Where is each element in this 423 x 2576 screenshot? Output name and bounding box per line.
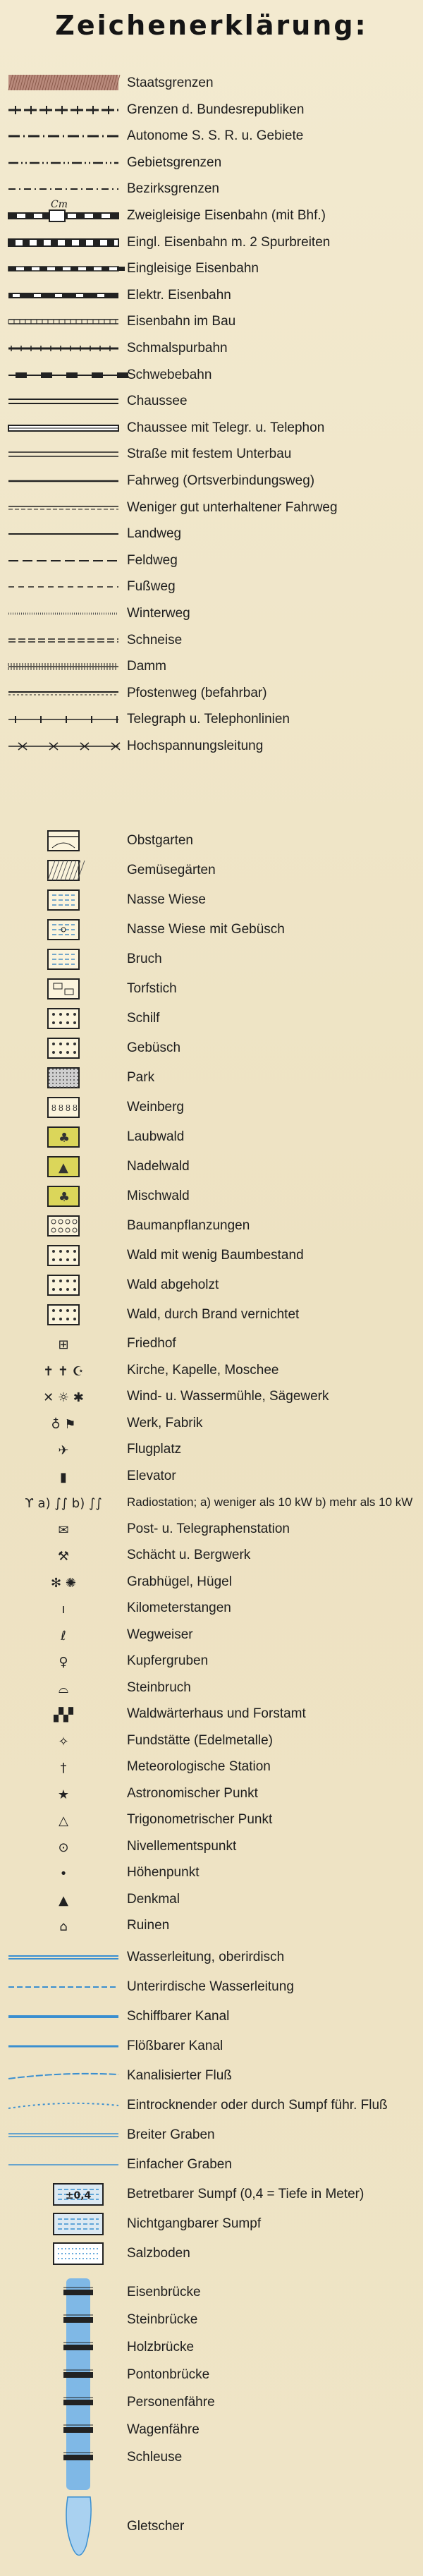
cleared-forest-label: Wald abgeholzt (127, 1277, 219, 1292)
weather-station-icon (61, 1761, 67, 1775)
canalized-river-icon (8, 2074, 118, 2079)
airfield-glyph: ✈ (58, 1443, 69, 1458)
electric-railway-label: Elektr. Eisenbahn (127, 288, 231, 303)
weather-station-label: Meteorologische Station (127, 1759, 271, 1774)
svg-text:ȣ: ȣ (66, 1103, 70, 1113)
forester-house-icon (53, 1707, 74, 1723)
svg-text:▲: ▲ (59, 1160, 68, 1175)
trig-point-glyph: △ (59, 1813, 68, 1828)
wet-meadow-icon (48, 890, 79, 910)
cart-road-label: Fahrweg (Ortsverbindungsweg) (127, 473, 315, 488)
astronomical-point-glyph: ★ (57, 1787, 70, 1802)
telegraph-line-icon (8, 716, 118, 723)
airfield-label: Flugplatz (127, 1442, 182, 1457)
monument-icon (59, 1893, 68, 1908)
mineral-site-glyph: ✧ (58, 1734, 69, 1749)
forest-aisle-icon (8, 639, 118, 642)
wide-ditch-label: Breiter Graben (127, 2127, 215, 2142)
airfield-icon (58, 1443, 68, 1458)
district-border-label: Bezirksgrenzen (127, 181, 219, 196)
coniferous-forest-label: Nadelwald (127, 1159, 190, 1174)
aqueduct-label: Wasserleitung, oberirdisch (127, 1950, 285, 1964)
quarry-label: Steinbruch (127, 1680, 191, 1695)
copper-mine-icon (59, 1655, 68, 1670)
sparse-forest-label: Wald mit wenig Baumbestand (127, 1248, 304, 1263)
railway-under-construction-label: Eisenbahn im Bau (127, 314, 236, 329)
svg-text:♣: ♣ (59, 1131, 70, 1146)
passenger-ferry-label: Personenfähre (127, 2395, 215, 2410)
radio-station-glyph: ϒ a) ∫∫ b) ∫∫ (25, 1496, 102, 1511)
mixed-forest-icon (48, 1186, 79, 1206)
tree-plantation-icon (48, 1216, 79, 1236)
paved-road-icon (8, 452, 118, 456)
spot-height-glyph: • (59, 1866, 68, 1881)
sparse-forest-icon (48, 1246, 79, 1265)
bushes-icon (48, 1038, 79, 1058)
station-abbrev: Cm (51, 199, 68, 210)
radio-station-label: Radiostation; a) weniger als 10 kW b) mehr als 10 kW (127, 1495, 413, 1509)
mineral-site-icon (58, 1734, 68, 1749)
state-border-hatched-icon (8, 75, 120, 90)
signpost-glyph: ℓ (61, 1629, 66, 1644)
republic-border-icon (8, 106, 118, 114)
double-track-railway-label: Zweigleisige Eisenbahn (mit Bhf.) (127, 208, 326, 223)
copper-mine-label: Kupfergruben (127, 1653, 209, 1668)
quarry-glyph: ⌓ (58, 1682, 69, 1696)
underground-aqueduct-label: Unterirdische Wasserleitung (127, 1979, 294, 1994)
marsh-icon (48, 949, 79, 969)
vegetable-garden-label: Gemüsegärten (127, 863, 216, 877)
orchard-icon (48, 831, 79, 851)
forester-house-glyph: ▞▞ (54, 1708, 73, 1723)
park-icon (48, 1068, 79, 1088)
peat-cutting-label: Torfstich (127, 981, 177, 996)
raft-canal-label: Flößbarer Kanal (127, 2039, 223, 2053)
church-label: Kirche, Kapelle, Moschee (127, 1363, 279, 1378)
legend-title: Zeichenerklärung: (55, 10, 368, 41)
autonomous-border-label: Autonome S. S. R. u. Gebiete (127, 128, 304, 143)
orchard-label: Obstgarten (127, 833, 193, 848)
mill-icon (43, 1390, 84, 1405)
copper-mine-glyph: ♀ (59, 1655, 68, 1670)
glacier-label: Gletscher (127, 2519, 185, 2534)
mineral-site-label: Fundstätte (Edelmetalle) (127, 1733, 273, 1748)
cemetery-glyph: ⊞ (58, 1337, 69, 1352)
ruins-glyph: ⌂ (59, 1919, 68, 1934)
svg-text:ȣ: ȣ (51, 1103, 56, 1113)
winter-road-label: Winterweg (127, 606, 190, 621)
cemetery-label: Friedhof (127, 1336, 176, 1351)
double-track-railway-icon (8, 199, 118, 221)
spot-height-label: Höhenpunkt (127, 1865, 200, 1880)
single-track-railway-label: Eingleisige Eisenbahn (127, 261, 259, 276)
electric-railway-icon (8, 293, 118, 298)
narrow-gauge-railway-label: Schmalspurbahn (127, 341, 228, 356)
embankment-label: Damm (127, 659, 166, 674)
mine-label: Schächt u. Bergwerk (127, 1548, 251, 1562)
elevator-icon (60, 1470, 67, 1485)
reeds-label: Schilf (127, 1011, 160, 1026)
tree-plantation-label: Baumanpflanzungen (127, 1218, 250, 1233)
post-office-icon (58, 1523, 68, 1538)
peat-cutting-icon (48, 979, 79, 999)
highway-icon (8, 399, 118, 403)
factory-label: Werk, Fabrik (127, 1416, 203, 1430)
poor-cart-road-label: Weniger gut unterhaltener Fahrweg (127, 500, 338, 515)
suspension-railway-icon (8, 372, 128, 378)
reeds-icon (48, 1009, 79, 1028)
wet-meadow-bushes-label: Nasse Wiese mit Gebüsch (127, 922, 285, 937)
highway-telegraph-label: Chaussee mit Telegr. u. Telephon (127, 420, 325, 435)
burnt-forest-label: Wald, durch Brand vernichtet (127, 1307, 300, 1322)
factory-glyph: ♁ ⚑ (51, 1417, 76, 1432)
kilometer-post-label: Kilometerstangen (127, 1600, 231, 1615)
republic-border-label: Grenzen d. Bundesrepubliken (127, 102, 305, 117)
leveling-point-icon (58, 1840, 68, 1855)
church-glyph: ✝ ✝ ☪ (43, 1364, 84, 1379)
vineyard-icon (48, 1098, 79, 1117)
monument-glyph: ▲ (59, 1893, 68, 1908)
signpost-label: Wegweiser (127, 1627, 193, 1642)
dual-gauge-railway-label: Eingl. Eisenbahn m. 2 Spurbreiten (127, 235, 331, 250)
single-track-railway-icon (8, 267, 125, 271)
stone-bridge-label: Steinbrücke (127, 2312, 198, 2327)
region-border-label: Gebietsgrenzen (127, 155, 222, 170)
power-line-icon (8, 743, 120, 750)
svg-text:♣: ♣ (59, 1190, 70, 1205)
passable-swamp-icon (54, 2184, 103, 2205)
elevator-label: Elevator (127, 1469, 176, 1483)
burial-mound-glyph: ✻ ✺ (51, 1576, 76, 1591)
coniferous-forest-icon (48, 1157, 79, 1177)
leveling-point-label: Nivellementspunkt (127, 1839, 237, 1854)
impassable-swamp-icon (54, 2213, 103, 2235)
poor-cart-road-icon (8, 506, 118, 509)
cleared-forest-icon (48, 1275, 79, 1295)
ruins-label: Ruinen (127, 1918, 170, 1933)
car-ferry-label: Wagenfähre (127, 2422, 200, 2437)
salt-soil-icon (54, 2243, 103, 2264)
navigable-canal-label: Schiffbarer Kanal (127, 2009, 230, 2024)
state-border-hatched-label: Staatsgrenzen (127, 75, 214, 90)
trig-point-label: Trigonometrischer Punkt (127, 1812, 273, 1827)
monument-label: Denkmal (127, 1892, 180, 1907)
power-line-label: Hochspannungsleitung (127, 739, 264, 753)
post-road-label: Pfostenweg (befahrbar) (127, 686, 267, 700)
forester-house-label: Waldwärterhaus und Forstamt (127, 1706, 306, 1721)
post-office-label: Post- u. Telegraphenstation (127, 1521, 290, 1536)
footpath-label: Fußweg (127, 579, 176, 594)
lock-label: Schleuse (127, 2450, 183, 2465)
mixed-forest-label: Mischwald (127, 1189, 190, 1203)
wet-meadow-bushes-icon (48, 920, 79, 940)
church-icon (43, 1364, 84, 1379)
trig-point-icon (59, 1813, 68, 1828)
signpost-icon (60, 1629, 66, 1644)
suspension-railway-label: Schwebebahn (127, 367, 212, 382)
cemetery-icon (58, 1337, 68, 1352)
highway-telegraph-icon (8, 425, 118, 431)
aqueduct-icon (8, 1956, 118, 1959)
dual-gauge-railway-icon (8, 239, 118, 246)
elevator-glyph: ▮ (60, 1470, 67, 1485)
ruins-icon (59, 1919, 67, 1934)
vineyard-label: Weinberg (127, 1100, 184, 1114)
spot-height-icon (60, 1866, 68, 1881)
paved-road-label: Straße mit festem Unterbau (127, 446, 292, 461)
highway-label: Chaussee (127, 394, 188, 408)
wooden-bridge-label: Holzbrücke (127, 2340, 195, 2355)
ditch-label: Einfacher Graben (127, 2157, 232, 2172)
svg-text:ȣ: ȣ (59, 1103, 63, 1113)
country-road-label: Landweg (127, 526, 182, 541)
quarry-icon (59, 1682, 68, 1696)
intermittent-river-label: Eintrocknender oder durch Sumpf führ. Fluß (127, 2098, 388, 2113)
passable-swamp-label: Betretbarer Sumpf (0,4 = Tiefe in Meter) (127, 2187, 364, 2201)
deciduous-forest-icon (48, 1127, 79, 1147)
mill-label: Wind- u. Wassermühle, Sägewerk (127, 1389, 329, 1404)
intermittent-river-icon (8, 2103, 118, 2108)
canalized-river-label: Kanalisierter Fluß (127, 2068, 232, 2083)
wet-meadow-label: Nasse Wiese (127, 892, 206, 907)
embankment-icon (8, 663, 118, 670)
salt-soil-label: Salzboden (127, 2246, 190, 2261)
pontoon-bridge-label: Pontonbrücke (127, 2367, 210, 2382)
burial-mound-icon (51, 1576, 76, 1591)
kilometer-post-glyph: ı (61, 1602, 66, 1617)
bushes-label: Gebüsch (127, 1040, 181, 1055)
forest-aisle-label: Schneise (127, 633, 183, 648)
radio-station-icon (25, 1496, 102, 1511)
park-label: Park (127, 1070, 155, 1085)
railway-under-construction-icon (8, 320, 118, 324)
burnt-forest-icon (48, 1305, 79, 1325)
astronomical-point-icon (58, 1787, 69, 1802)
narrow-gauge-railway-icon (8, 346, 118, 351)
post-office-glyph: ✉ (58, 1523, 69, 1538)
impassable-swamp-label: Nichtgangbarer Sumpf (127, 2216, 262, 2231)
factory-icon (51, 1417, 75, 1432)
leveling-point-glyph: ⊙ (58, 1840, 69, 1855)
wide-ditch-icon (8, 2134, 118, 2137)
marsh-label: Bruch (127, 952, 162, 966)
kilometer-post-icon (61, 1602, 65, 1617)
mine-icon (58, 1549, 69, 1564)
field-track-label: Feldweg (127, 553, 178, 568)
depth-value: ±0,4 (65, 2190, 92, 2201)
telegraph-line-label: Telegraph u. Telephonlinien (127, 712, 290, 727)
mill-glyph: ✕ ☼ ✱ (43, 1390, 84, 1405)
weather-station-glyph: † (60, 1761, 67, 1775)
post-road-icon (8, 692, 118, 695)
mine-glyph: ⚒ (57, 1549, 70, 1564)
iron-bridge-label: Eisenbrücke (127, 2285, 201, 2299)
burial-mound-label: Grabhügel, Hügel (127, 1574, 232, 1589)
deciduous-forest-label: Laubwald (127, 1129, 185, 1144)
svg-text:ȣ: ȣ (73, 1103, 78, 1113)
astronomical-point-label: Astronomischer Punkt (127, 1786, 258, 1801)
vegetable-garden-icon (48, 861, 85, 880)
